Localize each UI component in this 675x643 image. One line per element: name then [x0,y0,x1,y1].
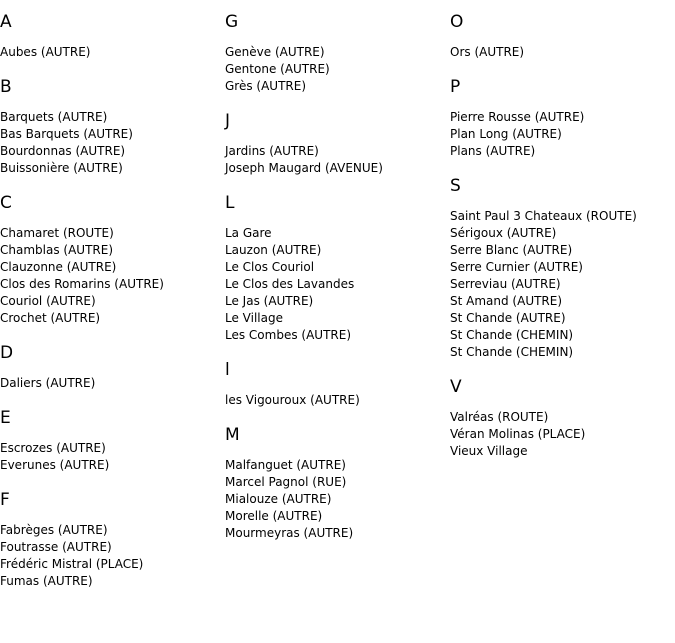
section-letter-heading: E [0,408,11,428]
street-entry: Jardins (AUTRE) [225,144,319,158]
street-entry: Genève (AUTRE) [225,45,325,59]
street-entry: Grès (AUTRE) [225,79,307,93]
street-entry: Morelle (AUTRE) [225,509,323,523]
street-entry: St Amand (AUTRE) [450,294,563,308]
street-entry: Aubes (AUTRE) [0,45,91,59]
street-entry: Valréas (ROUTE) [450,410,549,424]
street-entry: Mialouze (AUTRE) [225,492,332,506]
street-entry: Mourmeyras (AUTRE) [225,526,354,540]
street-list [450,409,675,460]
street-entry: Chamblas (AUTRE) [0,243,114,257]
street-entry: Le Jas (AUTRE) [225,294,314,308]
street-entry: Saint Paul 3 Chateaux (ROUTE) [450,209,637,223]
street-list [0,109,220,177]
street-entry: Buissonière (AUTRE) [0,161,123,175]
street-entry: Serreviau (AUTRE) [450,277,561,291]
letter-section [450,377,675,460]
street-list [450,44,675,61]
street-entry: Pierre Rousse (AUTRE) [450,110,585,124]
letter-section [225,193,445,344]
street-list [0,522,220,590]
letter-section [0,408,220,474]
street-entry: Le Clos Couriol [225,260,315,274]
street-entry: Serre Blanc (AUTRE) [450,243,573,257]
street-list [450,109,675,160]
street-entry: Crochet (AUTRE) [0,311,101,325]
street-entry: Barquets (AUTRE) [0,110,108,124]
section-letter-heading: O [450,12,464,32]
street-entry: Everunes (AUTRE) [0,458,110,472]
street-entry: Fabrèges (AUTRE) [0,523,108,537]
street-entry: Fumas (AUTRE) [0,574,93,588]
letter-section [225,12,445,95]
section-letter-heading: C [0,193,12,213]
letter-section [225,425,445,542]
street-entry: St Chande (CHEMIN) [450,328,574,342]
section-letter-heading: M [225,425,240,445]
street-entry: Clos des Romarins (AUTRE) [0,277,164,291]
section-letter-heading: G [225,12,239,32]
street-list [0,440,220,474]
street-entry: Foutrasse (AUTRE) [0,540,112,554]
street-list [225,143,445,177]
street-entry: Le Village [225,311,283,325]
letter-section [0,77,220,177]
street-list [225,457,445,542]
letter-section [450,12,675,61]
street-entry: Sérigoux (AUTRE) [450,226,557,240]
letter-section [0,490,220,590]
street-entry: les Vigouroux (AUTRE) [225,393,360,407]
section-letter-heading: D [0,343,14,363]
street-entry: Bourdonnas (AUTRE) [0,144,126,158]
street-list [225,225,445,344]
street-entry: Marcel Pagnol (RUE) [225,475,347,489]
street-entry: Ors (AUTRE) [450,45,525,59]
street-entry: Gentone (AUTRE) [225,62,330,76]
street-entry: Les Combes (AUTRE) [225,328,352,342]
street-entry: St Chande (CHEMIN) [450,345,574,359]
letter-section [0,12,220,61]
section-letter-heading: F [0,490,10,510]
street-list [450,208,675,361]
street-entry: St Chande (AUTRE) [450,311,566,325]
street-entry: Vieux Village [450,444,528,458]
street-entry: Clauzonne (AUTRE) [0,260,117,274]
letter-section [0,343,220,392]
letter-section [225,111,445,177]
street-list [225,392,445,409]
letter-section [225,360,445,409]
street-entry: Bas Barquets (AUTRE) [0,127,133,141]
street-list [0,375,220,392]
section-letter-heading: L [225,193,235,213]
section-letter-heading: l [225,360,230,380]
letter-section [450,77,675,160]
street-index-column-2 [225,12,445,558]
street-index-column-1 [0,12,220,606]
street-entry: Daliers (AUTRE) [0,376,96,390]
letter-section [0,193,220,327]
street-entry: Malfanguet (AUTRE) [225,458,346,472]
street-entry: Escrozes (AUTRE) [0,441,106,455]
street-entry: Lauzon (AUTRE) [225,243,322,257]
street-entry: Frédéric Mistral (PLACE) [0,557,144,571]
letter-section [450,176,675,361]
street-list [225,44,445,95]
street-entry: Plan Long (AUTRE) [450,127,562,141]
section-letter-heading: B [0,77,12,97]
section-letter-heading: P [450,77,461,97]
street-entry: La Gare [225,226,272,240]
street-index-column-3 [450,12,675,476]
street-entry: Véran Molinas (PLACE) [450,427,586,441]
street-entry: Couriol (AUTRE) [0,294,96,308]
section-letter-heading: S [450,176,461,196]
street-entry: Serre Curnier (AUTRE) [450,260,583,274]
section-letter-heading: V [450,377,462,397]
section-letter-heading: J [225,111,231,131]
street-entry: Plans (AUTRE) [450,144,536,158]
section-letter-heading: A [0,12,12,32]
street-entry: Chamaret (ROUTE) [0,226,114,240]
street-list [0,44,220,61]
street-entry: Joseph Maugard (AVENUE) [225,161,383,175]
street-list [0,225,220,327]
street-entry: Le Clos des Lavandes [225,277,355,291]
